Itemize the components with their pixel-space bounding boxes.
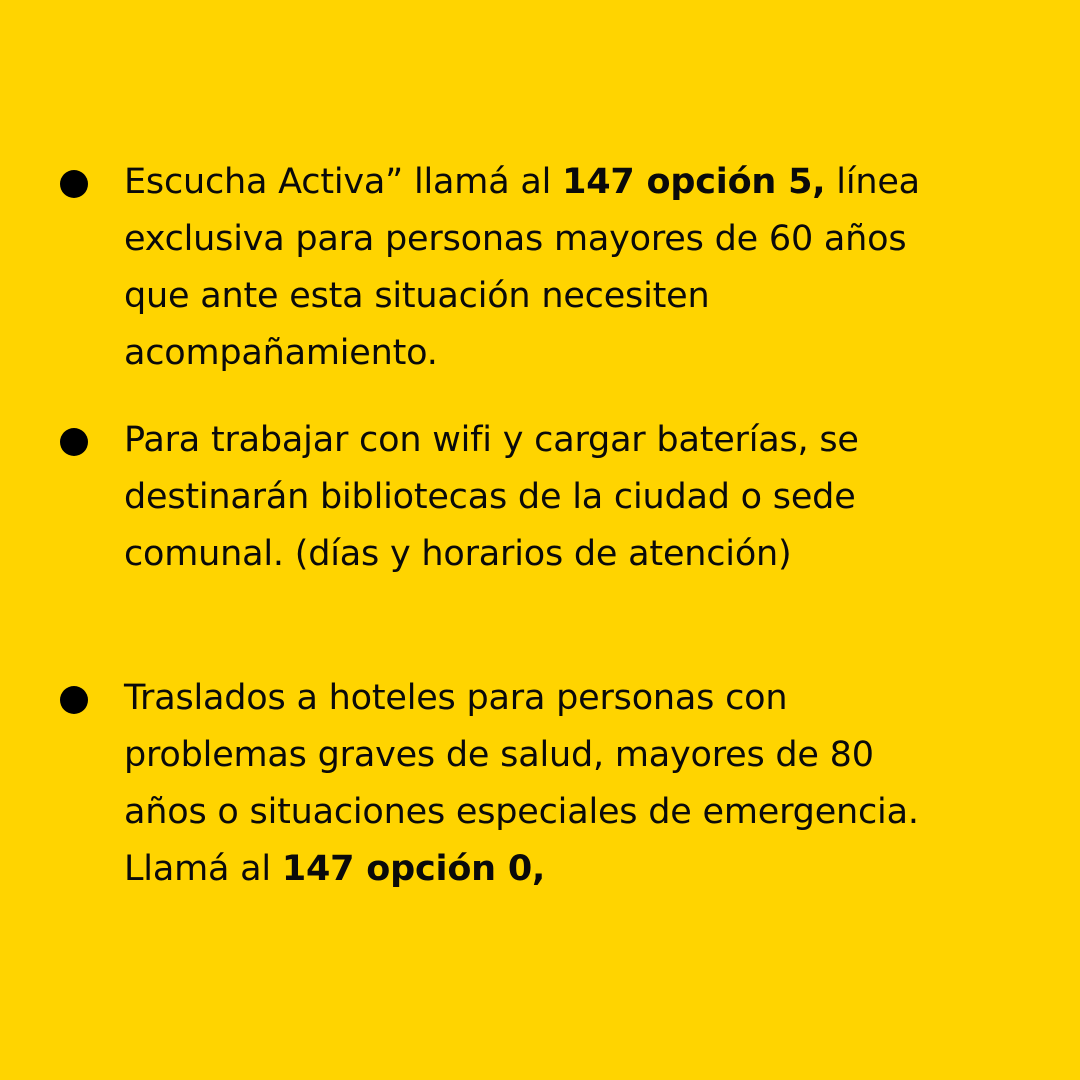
bullet-text	[124, 670, 1024, 898]
phone-option-bold: 147 opción 5,	[562, 162, 826, 202]
text-line: problemas graves de salud, mayores de 80	[124, 735, 874, 775]
phone-option-bold: 147 opción 0,	[281, 849, 546, 889]
text-line: Para trabajar con wifi y cargar baterías, se	[124, 420, 859, 460]
text-line: destinarán bibliotecas de la ciudad o sede	[124, 477, 856, 517]
text-line: comunal. (días y horarios de atención)	[124, 534, 792, 574]
text-line: años o situaciones especiales de emergencia.	[124, 792, 919, 832]
text-line: acompañamiento.	[124, 333, 438, 373]
bullet-text	[124, 154, 1024, 382]
text-line: Escucha Activa” llamá al 147 opción 5, línea	[124, 162, 920, 202]
bullet-text	[124, 412, 1024, 583]
text-line: Traslados a hoteles para personas con	[124, 678, 788, 718]
bullet-dot-icon	[60, 686, 88, 714]
text-line: Llamá al 147 opción 0,	[124, 849, 546, 889]
text-line: exclusiva para personas mayores de 60 años	[124, 219, 907, 259]
bullet-dot-icon	[60, 170, 88, 198]
text-line: que ante esta situación necesiten	[124, 276, 710, 316]
bullet-dot-icon	[60, 428, 88, 456]
